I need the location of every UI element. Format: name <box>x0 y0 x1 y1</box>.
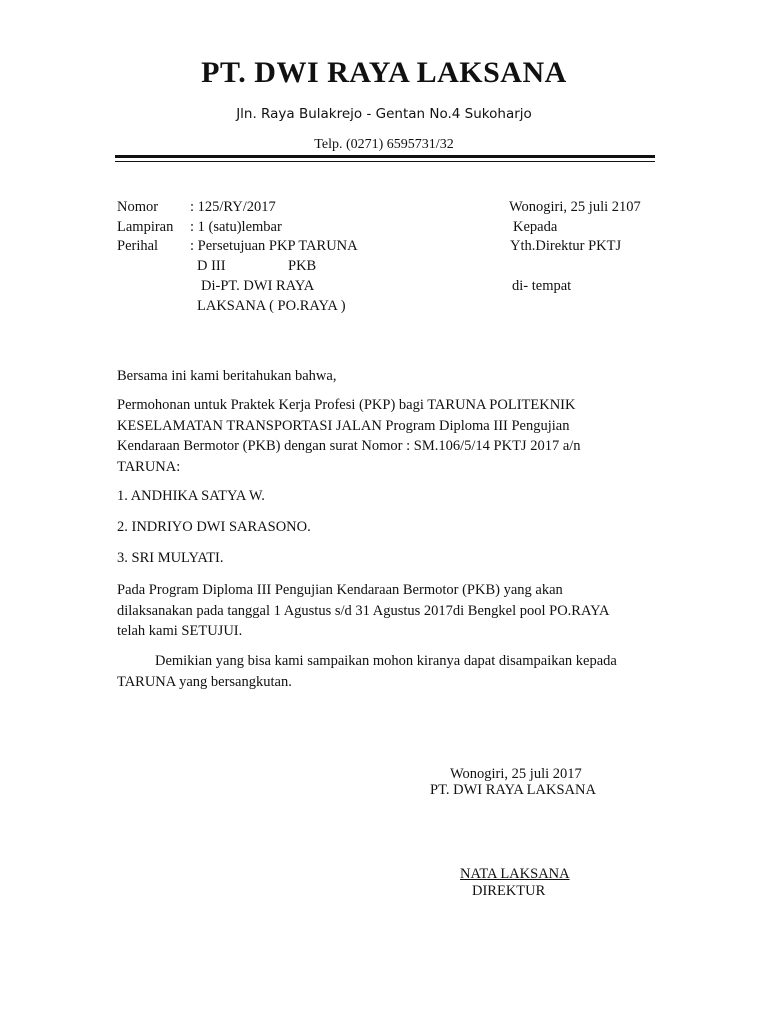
perihal-line4: LAKSANA ( PO.RAYA ) <box>197 298 346 314</box>
letterhead-rule-thin <box>115 161 655 162</box>
recipient-yth: Yth.Direktur PKTJ <box>510 238 622 254</box>
company-phone: Telp. (0271) 6595731/32 <box>314 137 454 152</box>
signature-place-date: Wonogiri, 25 juli 2017 <box>450 766 582 782</box>
approval-line: dilaksanakan pada tanggal 1 Agustus s/d 31 Agustus 2017di Bengkel pool PO.RAYA <box>117 602 610 619</box>
closing-line: TARUNA yang bersangkutan. <box>117 673 292 690</box>
request-line: Kendaraan Bermotor (PKB) dengan surat Nomor : SM.106/5/14 PKTJ 2017 a/n <box>117 438 581 454</box>
nomor-label: Nomor <box>117 199 159 215</box>
nomor-value: : 125/RY/2017 <box>190 199 276 215</box>
closing-line: Demikian yang bisa kami sampaikan mohon kiranya dapat disampaikan kepada <box>155 653 617 669</box>
signatory-title: DIREKTUR <box>472 883 546 899</box>
letterhead-rule-thick <box>115 155 655 158</box>
signature-company: PT. DWI RAYA LAKSANA <box>430 782 596 798</box>
closing-paragraph <box>117 651 657 692</box>
signatory-name: NATA LAKSANA <box>460 866 570 882</box>
approval-line: Pada Program Diploma III Pengujian Kendaraan Bermotor (PKB) yang akan <box>117 582 563 598</box>
perihal-label: Perihal <box>117 238 159 254</box>
lampiran-label: Lampiran <box>117 219 174 235</box>
student-item: 2. INDRIYO DWI SARASONO. <box>117 519 311 535</box>
perihal-value: : Persetujuan PKP TARUNA <box>190 238 358 254</box>
perihal-line2-a: D III <box>197 258 226 274</box>
opening-line: Bersama ini kami beritahukan bahwa, <box>117 368 337 384</box>
request-line: KESELAMATAN TRANSPORTASI JALAN Program Diploma III Pengujian <box>117 417 570 434</box>
student-item: 3. SRI MULYATI. <box>117 550 224 566</box>
student-item: 1. ANDHIKA SATYA W. <box>117 488 265 504</box>
approval-line: telah kami SETUJUI. <box>117 623 243 639</box>
recipient-kepada: Kepada <box>513 219 558 235</box>
letter-date: Wonogiri, 25 juli 2107 <box>509 199 641 215</box>
perihal-line3: Di-PT. DWI RAYA <box>201 278 315 294</box>
request-line: TARUNA: <box>117 458 181 475</box>
company-name: PT. DWI RAYA LAKSANA <box>201 56 567 89</box>
approval-paragraph <box>117 580 657 642</box>
recipient-di-tempat: di- tempat <box>512 278 572 294</box>
company-address: Jln. Raya Bulakrejo - Gentan No.4 Sukoharjo <box>236 106 532 122</box>
request-line: Permohonan untuk Praktek Kerja Profesi (PKP) bagi TARUNA POLITEKNIK <box>117 397 576 413</box>
lampiran-value: : 1 (satu)lembar <box>190 219 282 235</box>
perihal-line2-b: PKB <box>288 258 317 274</box>
request-paragraph <box>117 395 657 477</box>
